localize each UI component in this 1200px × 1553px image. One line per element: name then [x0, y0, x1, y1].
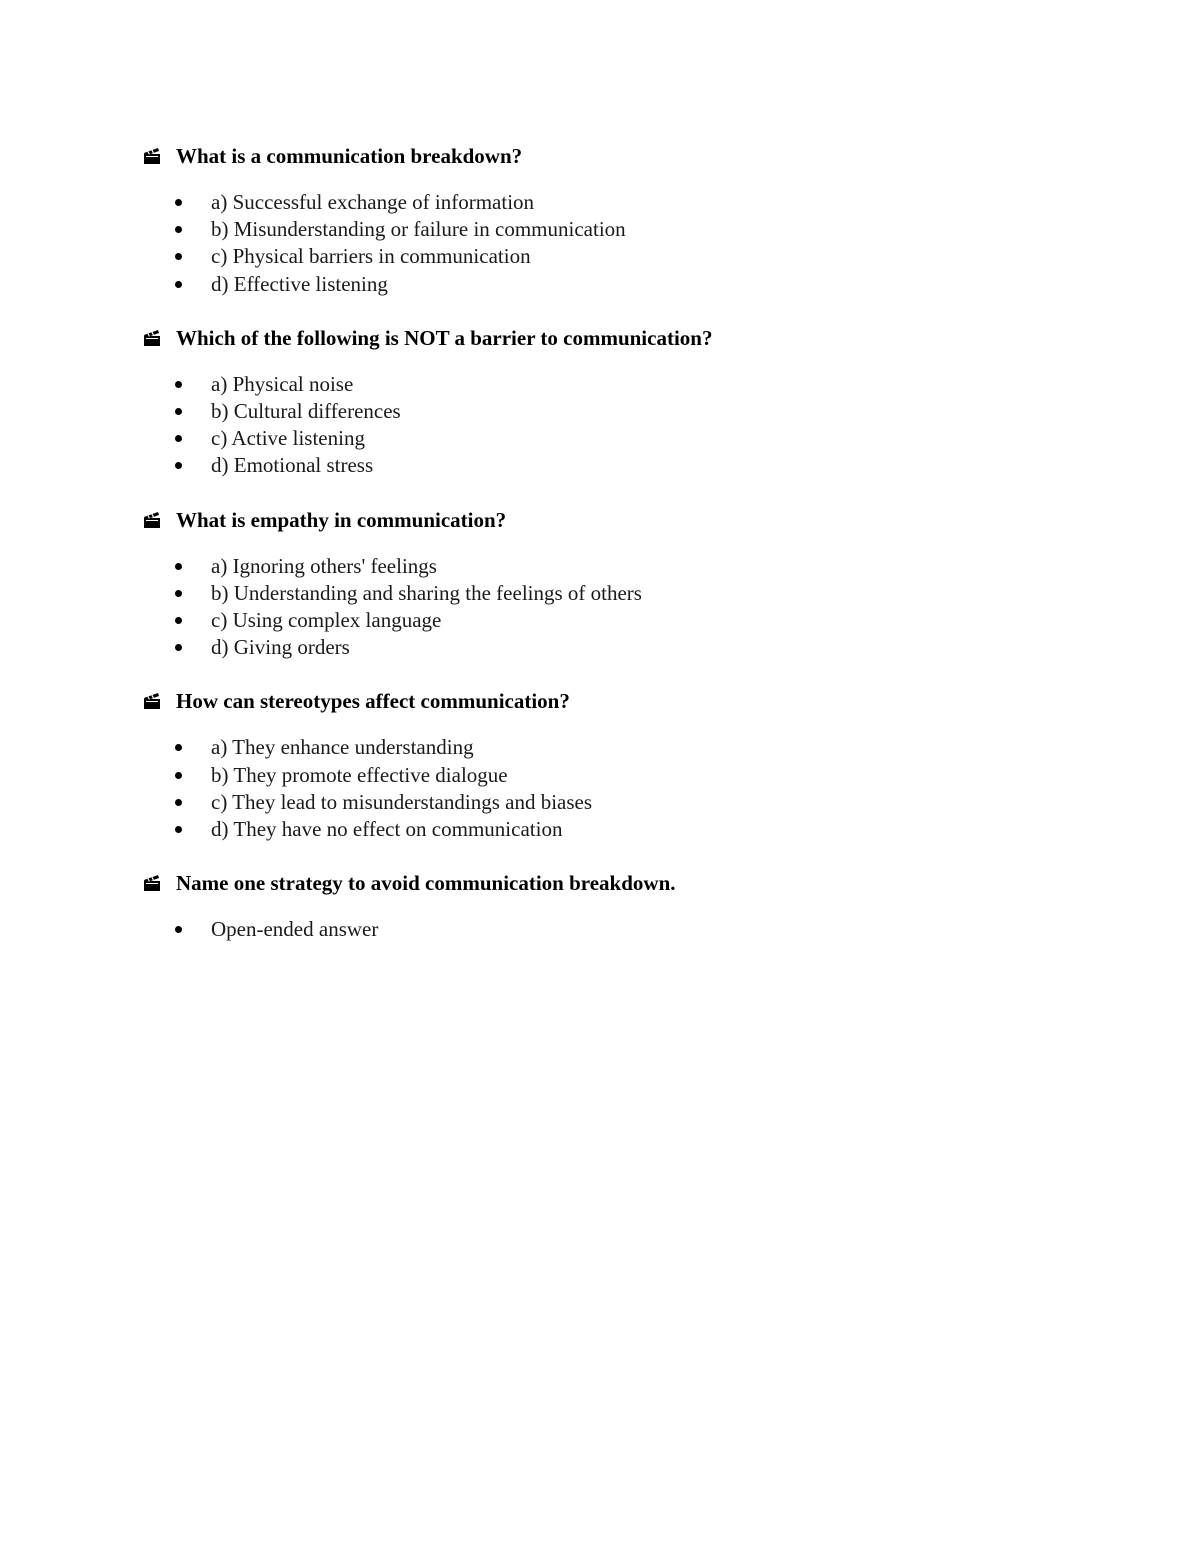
option-item	[143, 761, 1043, 788]
option-text: c) They lead to misunderstandings and biases	[211, 789, 593, 814]
option-text: b) Cultural differences	[211, 399, 401, 424]
question-item	[143, 685, 1043, 843]
option-list	[143, 553, 1043, 662]
option-list	[143, 189, 1043, 298]
bullet-icon	[175, 826, 182, 833]
option-item	[143, 398, 1043, 425]
option-item	[143, 580, 1043, 607]
bullet-icon	[175, 772, 182, 779]
clapperboard-icon	[143, 692, 161, 710]
question-heading	[143, 685, 1043, 717]
option-item	[143, 553, 1043, 580]
bullet-icon	[175, 617, 182, 624]
question-heading	[143, 140, 1043, 172]
option-item	[143, 271, 1043, 298]
option-item	[143, 216, 1043, 243]
clapperboard-icon	[143, 329, 161, 347]
option-text: a) Ignoring others' feelings	[211, 553, 437, 578]
option-item	[143, 634, 1043, 661]
bullet-icon	[175, 381, 182, 388]
bullet-icon	[175, 926, 182, 933]
question-list	[143, 140, 1043, 967]
option-text: b) They promote effective dialogue	[211, 762, 508, 787]
bullet-icon	[175, 744, 182, 751]
option-item	[143, 916, 1043, 943]
question-heading	[143, 867, 1043, 899]
question-item	[143, 322, 1043, 480]
option-text: a) Successful exchange of information	[211, 190, 535, 215]
bullet-icon	[175, 226, 182, 233]
option-text: Open-ended answer	[211, 917, 379, 942]
option-item	[143, 243, 1043, 270]
option-text: d) Effective listening	[211, 271, 388, 296]
option-text: b) Misunderstanding or failure in communication	[211, 217, 626, 242]
option-text: c) Using complex language	[211, 607, 442, 632]
bullet-icon	[175, 281, 182, 288]
option-item	[143, 425, 1043, 452]
option-list	[143, 734, 1043, 843]
bullet-icon	[175, 253, 182, 260]
bullet-icon	[175, 408, 182, 415]
option-item	[143, 816, 1043, 843]
option-text: d) Giving orders	[211, 635, 350, 660]
option-text: a) Physical noise	[211, 371, 354, 396]
clapperboard-icon	[143, 147, 161, 165]
option-text: d) Emotional stress	[211, 453, 374, 478]
option-text: c) Physical barriers in communication	[211, 244, 531, 269]
bullet-icon	[175, 462, 182, 469]
question-text: What is empathy in communication?	[176, 507, 507, 532]
option-list	[143, 916, 1043, 943]
bullet-icon	[175, 590, 182, 597]
option-item	[143, 371, 1043, 398]
question-heading	[143, 504, 1043, 536]
bullet-icon	[175, 435, 182, 442]
option-item	[143, 452, 1043, 479]
bullet-icon	[175, 644, 182, 651]
question-text: How can stereotypes affect communication?	[176, 689, 570, 714]
option-text: d) They have no effect on communication	[211, 816, 563, 841]
clapperboard-icon	[143, 511, 161, 529]
question-text: What is a communication breakdown?	[176, 144, 523, 168]
question-item	[143, 504, 1043, 662]
option-text: c) Active listening	[211, 426, 365, 451]
question-item	[143, 140, 1043, 298]
question-text: Which of the following is NOT a barrier to communication?	[176, 325, 713, 350]
question-heading	[143, 322, 1043, 354]
option-text: b) Understanding and sharing the feelings of others	[211, 580, 642, 605]
bullet-icon	[175, 563, 182, 570]
option-item	[143, 789, 1043, 816]
option-item	[143, 734, 1043, 761]
question-item	[143, 867, 1043, 943]
clapperboard-icon	[143, 874, 161, 892]
option-item	[143, 607, 1043, 634]
bullet-icon	[175, 799, 182, 806]
option-list	[143, 371, 1043, 480]
option-item	[143, 189, 1043, 216]
option-text: a) They enhance understanding	[211, 735, 474, 760]
bullet-icon	[175, 199, 182, 206]
question-text: Name one strategy to avoid communication breakdown.	[176, 871, 676, 895]
